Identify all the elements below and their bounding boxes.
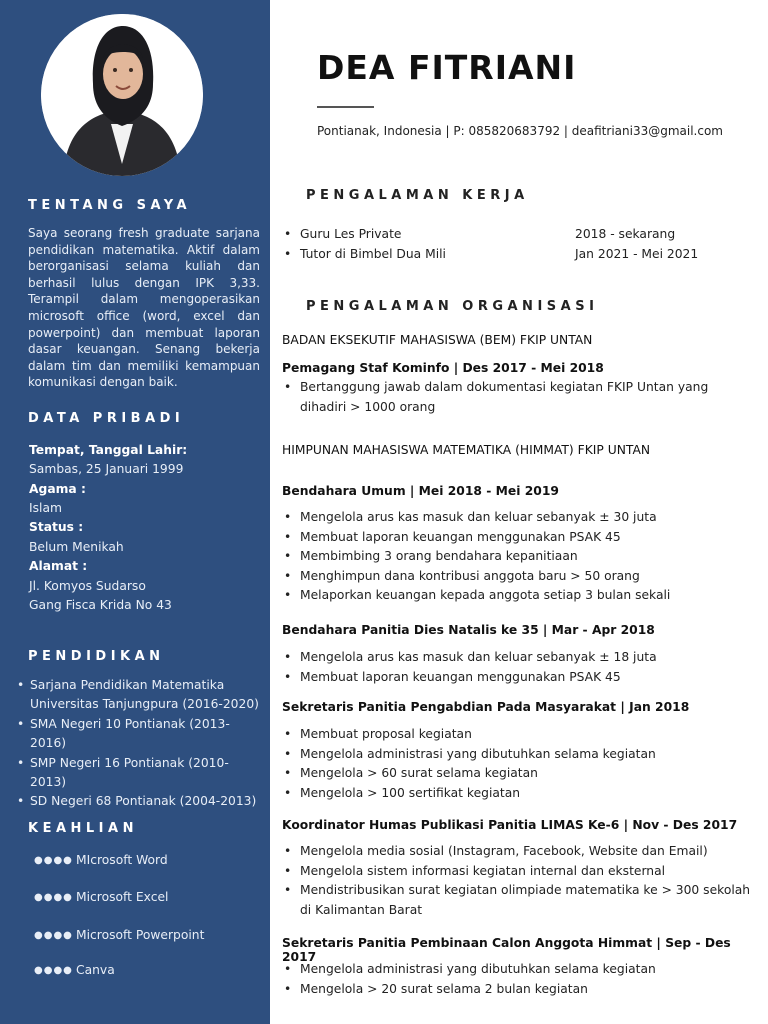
contact-info: Pontianak, Indonesia | P: 085820683792 | deafitriani33@gmail.com [317,124,723,138]
work-role: • Guru Les Private [300,224,401,244]
birth-label: Tempat, Tanggal Lahir: [29,443,188,457]
person-name: DEA FITRIANI [317,48,577,87]
list-item: • Mengelola administrasi yang dibutuhkan selama kegiatan [282,960,752,980]
main-content [270,0,768,1024]
org-name: BADAN EKSEKUTIF MAHASISWA (BEM) FKIP UNTAN [282,333,593,347]
role-bullets [282,960,752,999]
list-item: • Mengelola media sosial (Instagram, Facebook, Website dan Email) [282,842,752,862]
religion-label: Agama : [29,482,86,496]
divider [317,106,374,108]
list-item: • Membuat laporan keuangan menggunakan PSAK 45 [282,668,752,688]
religion-value: Islam [29,501,62,515]
list-item: • Mengelola sistem informasi kegiatan internal dan eksternal [282,862,752,882]
role-bullets [282,378,752,417]
list-item: • SD Negeri 68 Pontianak (2004-2013) [14,792,264,811]
skill-label: Microsoft Excel [76,890,169,904]
skill-dots: ●●●● [34,892,73,903]
work-list [282,224,752,264]
role-title: Pemagang Staf Kominfo | Des 2017 - Mei 2018 [282,361,604,375]
list-item: • Bertanggung jawab dalam dokumentasi kegiatan FKIP Untan yang dihadiri > 1000 orang [282,378,752,417]
role-title: Sekretaris Panitia Pengabdian Pada Masyarakat | Jan 2018 [282,700,690,714]
list-item: • Mendistribusikan surat kegiatan olimpiade matematika ke > 300 sekolah di Kalimantan Barat [282,881,752,920]
list-item: • Menghimpun dana kontribusi anggota baru > 50 orang [282,567,752,587]
list-item: • Mengelola > 100 sertifikat kegiatan [282,784,752,804]
list-item: • Sarjana Pendidikan Matematika Universitas Tanjungpura (2016-2020) [14,676,264,715]
skill-label: Microsoft Powerpoint [76,928,205,942]
skill-dots: ●●●● [34,930,73,941]
about-text: Saya seorang fresh graduate sarjana pendidikan matematika. Aktif dalam berorganisasi selama kuliah dan berhasil lulus dengan IPK 3,33. Terampil dalam mengoperasikan microsoft office (word, excel dan powerpoint) dan membuat laporan dasar keuangan. Senang bekerja dalam tim dan memiliki kemampuan komunikasi dengan baik. [28,226,260,390]
skill-label: MIcrosoft Word [76,853,168,867]
status-value: Belum Menikah [29,540,124,554]
skill-item [34,963,115,977]
sidebar [0,0,270,1024]
work-date: 2018 - sekarang [575,227,676,241]
status-label: Status : [29,520,84,534]
list-item: • Mengelola arus kas masuk dan keluar sebanyak ± 18 juta [282,648,752,668]
profile-photo [41,14,203,176]
org-name: HIMPUNAN MAHASISWA MATEMATIKA (HIMMAT) FKIP UNTAN [282,443,651,457]
role-title: Koordinator Humas Publikasi Panitia LIMAS Ke-6 | Nov - Des 2017 [282,818,738,832]
address-line-1: Jl. Komyos Sudarso [29,579,146,593]
role-bullets [282,508,752,606]
education-title: PENDIDIKAN [28,649,165,664]
skill-dots: ●●●● [34,965,73,976]
role-title: Bendahara Umum | Mei 2018 - Mei 2019 [282,484,559,498]
work-title: PENGALAMAN KERJA [306,188,529,203]
address-line-2: Gang Fisca Krida No 43 [29,598,172,612]
role-bullets [282,725,752,803]
role-bullets [282,648,752,687]
work-item [282,244,752,264]
about-title: TENTANG SAYA [28,198,192,213]
org-title: PENGALAMAN ORGANISASI [306,299,599,314]
list-item: • Membuat proposal kegiatan [282,725,752,745]
personal-data-title: DATA PRIBADI [28,411,185,426]
list-item: • Melaporkan keuangan kepada anggota setiap 3 bulan sekali [282,586,752,606]
skill-label: Canva [76,963,115,977]
role-title: Bendahara Panitia Dies Natalis ke 35 | Mar - Apr 2018 [282,623,655,637]
role-bullets [282,842,752,920]
list-item: • SMA Negeri 10 Pontianak (2013-2016) [14,715,264,754]
list-item: • Membimbing 3 orang bendahara kepanitiaan [282,547,752,567]
list-item: • SMP Negeri 16 Pontianak (2010-2013) [14,754,264,793]
avatar [41,14,203,176]
list-item: • Mengelola > 20 surat selama 2 bulan kegiatan [282,980,752,1000]
list-item: • Mengelola > 60 surat selama kegiatan [282,764,752,784]
education-list [14,676,264,812]
list-item: • Membuat laporan keuangan menggunakan PSAK 45 [282,528,752,548]
birth-value: Sambas, 25 Januari 1999 [29,462,184,476]
work-role: • Tutor di Bimbel Dua Mili [300,244,446,264]
skill-item [34,890,168,904]
address-label: Alamat : [29,559,88,573]
role-title: Sekretaris Panitia Pembinaan Calon Anggota Himmat | Sep - Des 2017 [282,936,731,964]
work-item [282,224,752,244]
skills-title: KEAHLIAN [28,821,138,836]
skill-dots: ●●●● [34,855,73,866]
work-date: Jan 2021 - Mei 2021 [575,247,699,261]
skill-item [34,928,204,942]
list-item: • Mengelola administrasi yang dibutuhkan selama kegiatan [282,745,752,765]
list-item: • Mengelola arus kas masuk dan keluar sebanyak ± 30 juta [282,508,752,528]
skill-item [34,853,168,867]
